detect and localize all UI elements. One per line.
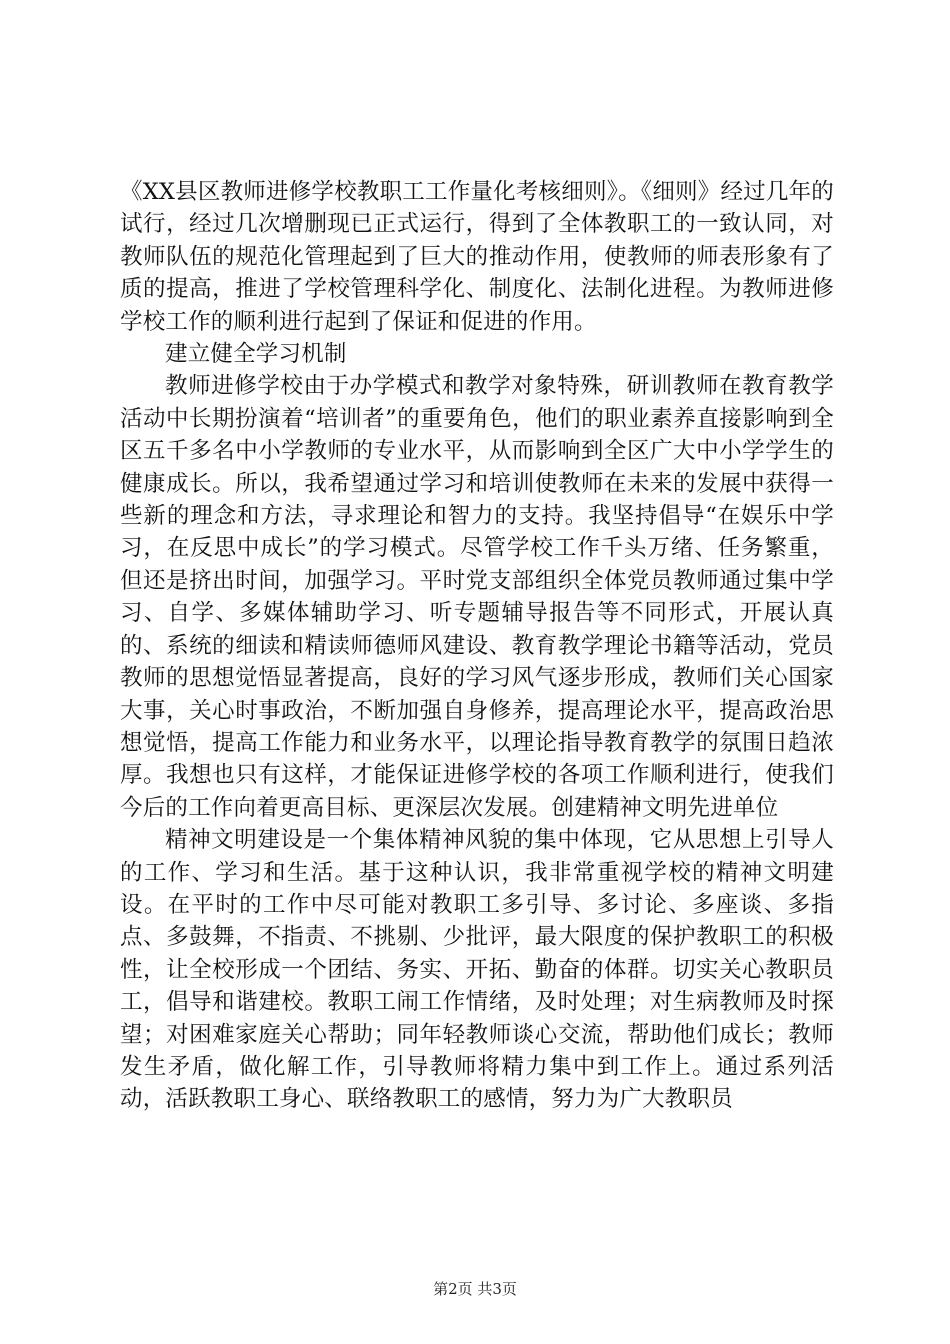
paragraph-3: 精神文明建设是一个集体精神风貌的集中体现，它从思想上引导人的工作、学习和生活。基于这种认识，我非常重视学校的精神文明建设。在平时的工作中尽可能对教职工多引导、多讨论、多座谈、多指点、多鼓舞，不指责、不挑剔、少批评，最大限度的保护教职工的积极性，让全校形成一个团结、务实、开拓、勤奋的体群。切实关心教职员工，倡导和谐建校。教职工闹工作情绪，及时处理；对生病教师及时探望；对困难家庭关心帮助；同年轻教师谈心交流，帮助他们成长；教师发生矛盾，做化解工作，引导教师将精力集中到工作上。通过系列活动，活跃教职工身心、联络教职工的感情，努力为广大教职员 (120, 827, 834, 1113)
paragraph-2-text: 教师进修学校由于办学模式和教学对象特殊，研训教师在教育教学活动中长期扮演着“培训者”的重要角色，他们的职业素养直接影响到全区五千多名中小学教师的专业水平，从而影响到全区广大中小学学生的健康成长。所以，我希望通过学习和培训使教师在未来的发展中获得一些新的理念和方法，寻求理论和智力的支持。我坚持倡导“在娱乐中学习，在反思中成长”的学习模式。尽管学校工作千头万绪、任务繁重，但还是挤出时间，加强学习。平时党支部组织全体党员教师通过集中学习、自学、多媒体辅助学习、听专题辅导报告等不同形式，开展认真的、系统的细读和精读师德师风建设、教育教学理论书籍等活动，党员教师的思想觉悟显著提高，良好的学习风气逐步形成，教师们关心国家大事，关心时事政治，不断加强自身修养，提高理论水平，提高政治思想觉悟，提高工作能力和业务水平，以理论指导教育教学的氛围日趋浓厚。我想也只有这样，才能保证进修学校的各项工作顺利进行，使我们今后的工作向着更高目标、更深层次发展。 (120, 373, 834, 821)
paragraph-1: 《XX县区教师进修学校教职工工作量化考核细则》。《细则》经过几年的试行，经过几次增删现已正式运行，得到了全体教职工的一致认同，对教师队伍的规范化管理起到了巨大的推动作用，使教师的师表形象有了质的提高，推进了学校管理科学化、制度化、法制化进程。为教师进修学校工作的顺利进行起到了保证和促进的作用。 (120, 179, 834, 335)
paragraph-2 (120, 370, 834, 824)
page-footer: 第2页 共3页 (433, 1280, 517, 1298)
document-body (120, 176, 834, 1116)
section-heading-learning: 建立健全学习机制 (165, 341, 347, 368)
section-heading-civilization: 创建精神文明先进单位 (551, 794, 779, 821)
